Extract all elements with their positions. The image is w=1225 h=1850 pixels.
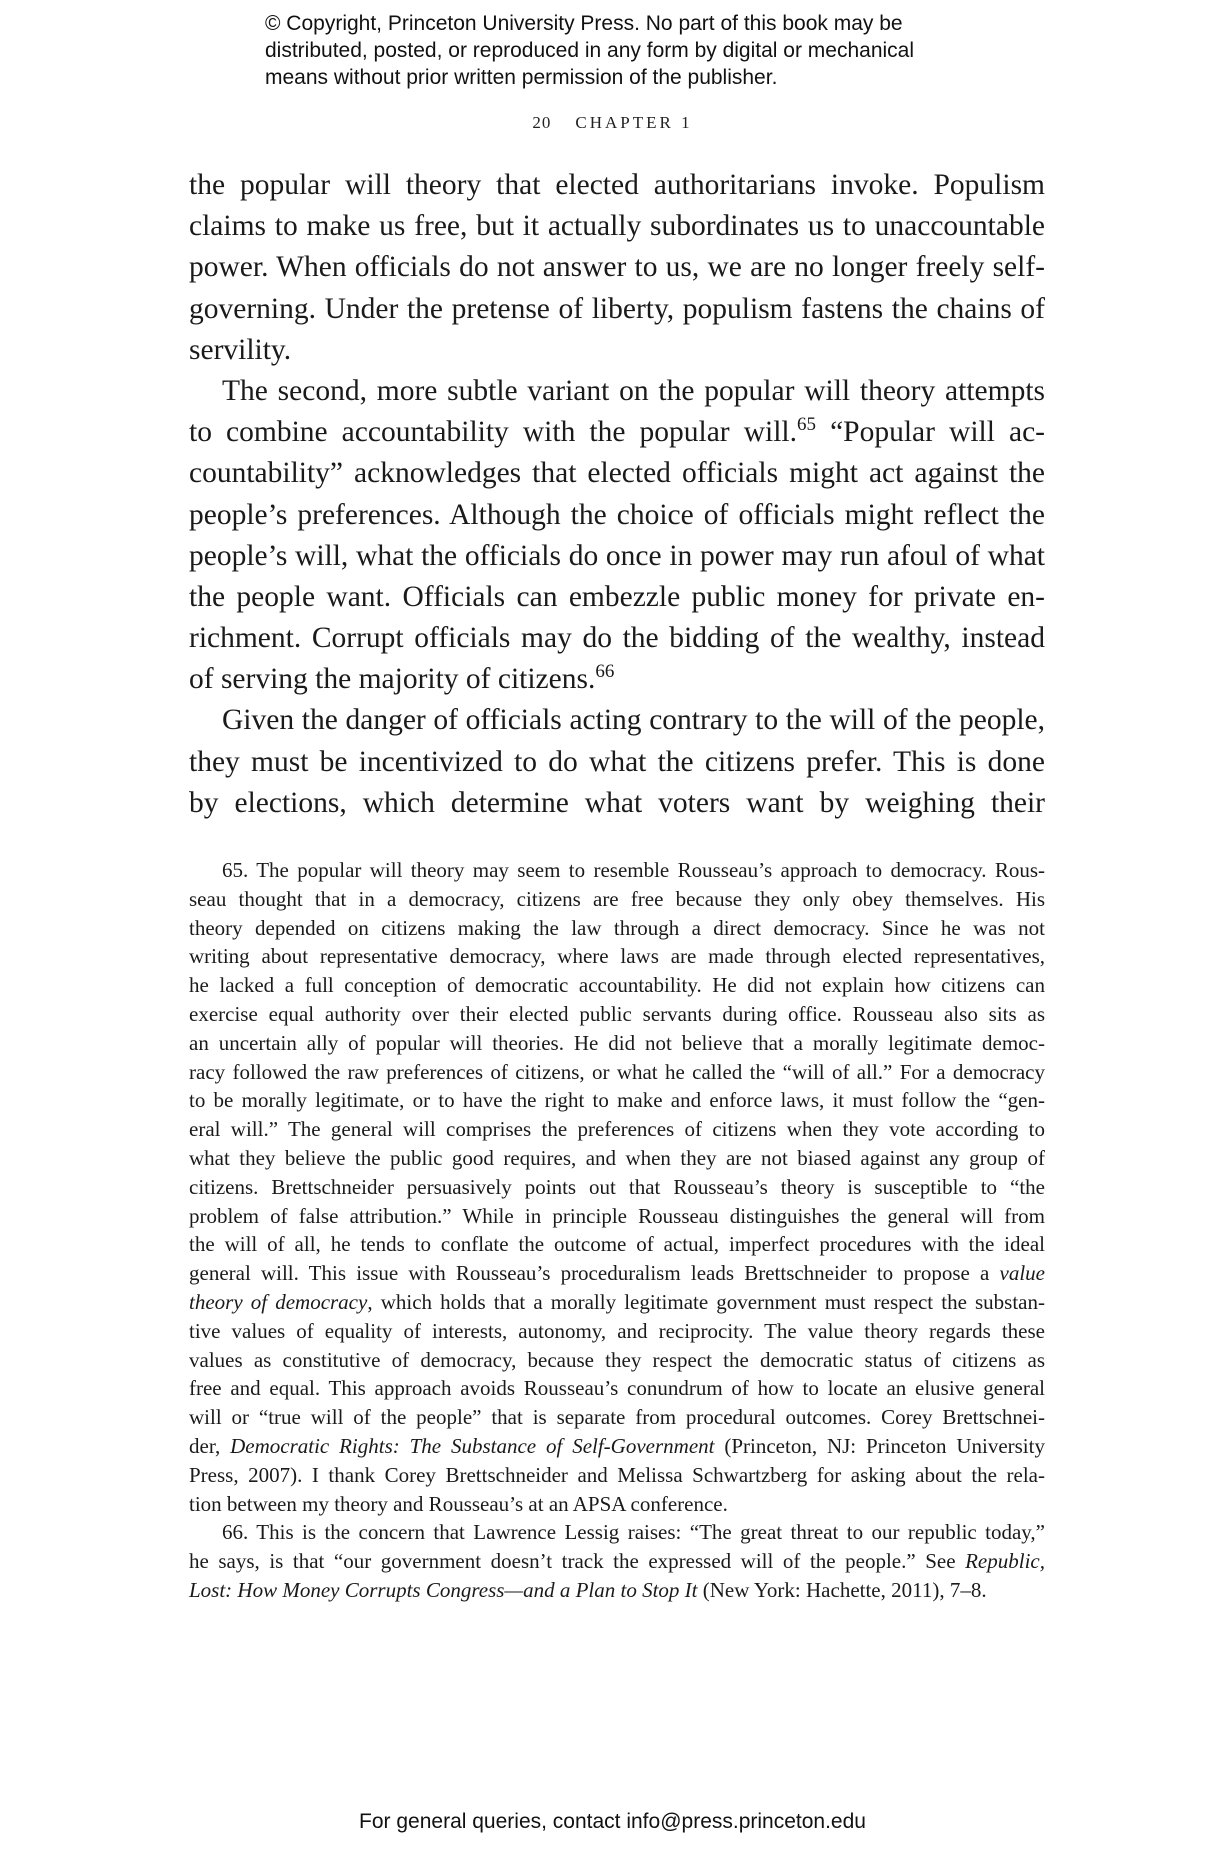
- text-fragment: he says, is that “our government doesn’t track the expressed will of the people.” See: [189, 1549, 966, 1574]
- text-line: Given the danger of officials acting contrary to the will of the people,: [222, 704, 1045, 737]
- footnote-line: tion between my theory and Rousseau’s at an APSA conference.: [189, 1491, 728, 1516]
- text-fragment: general will. This issue with Rousseau’s proceduralism leads Brettschneider to propose a: [189, 1261, 1000, 1286]
- text-line: [189, 659, 1045, 700]
- footnote-line: 65. The popular will theory may seem to resemble Rousseau’s approach to democracy. Rous-: [222, 858, 1045, 882]
- text-line: they must be incentivized to do what the citizens prefer. This is done: [189, 745, 1045, 778]
- copyright-notice: [265, 10, 1025, 91]
- footnote-line: eral will.” The general will comprises the preferences of citizens when they vote according to: [189, 1117, 1045, 1142]
- footnote-line: 66. This is the concern that Lawrence Lessig raises: “The great threat to our republic today,”: [222, 1520, 1045, 1545]
- text-fragment: (Princeton, NJ: Princeton University: [714, 1433, 1045, 1458]
- copyright-line: © Copyright, Princeton University Press. No part of this book may be: [265, 12, 903, 35]
- text-line: the people want. Officials can embezzle public money for private en-: [189, 580, 1045, 613]
- text-line: servility.: [189, 333, 292, 366]
- running-head: [0, 113, 1225, 133]
- text-line: governing. Under the pretense of liberty, populism fastens the chains of: [189, 292, 1045, 325]
- text-line: claims to make us free, but it actually subordinates us to unaccountable: [189, 210, 1045, 243]
- footnote-line: citizens. Brettschneider persuasively points out that Rousseau’s theory is susceptible to “the: [189, 1174, 1045, 1199]
- text-line: [189, 412, 1045, 453]
- footnote-line: [189, 1547, 1045, 1576]
- text-fragment: to combine accountability with the popular will.: [189, 416, 797, 449]
- text-line: The second, more subtle variant on the popular will theory attempts: [222, 374, 1045, 407]
- footnote-line: Press, 2007). I thank Corey Brettschneider and Melissa Schwartzberg for asking about the rela-: [189, 1462, 1045, 1487]
- footnote-line: an uncertain ally of popular will theories. He did not believe that a morally legitimate democ-: [189, 1030, 1045, 1055]
- text-fragment: der,: [189, 1433, 231, 1458]
- footnote-line: [189, 1259, 1045, 1288]
- footnote-line: values as constitutive of democracy, because they respect the democratic status of citizens as: [189, 1347, 1045, 1372]
- italic-title: value: [999, 1261, 1045, 1286]
- footnote-line: [189, 1432, 1045, 1461]
- text-line: by elections, which determine what voters want by weighing their: [189, 786, 1045, 819]
- footer-contact: For general queries, contact info@press.princeton.edu: [359, 1810, 866, 1833]
- italic-title: Democratic Rights: The Substance of Self-Government: [230, 1433, 715, 1458]
- italic-title: theory of democracy: [189, 1289, 368, 1314]
- text-fragment: (New York: Hachette, 2011), 7–8.: [697, 1577, 987, 1602]
- footnote-line: [189, 1576, 1045, 1605]
- text-line: countability” acknowledges that elected officials might act against the: [189, 457, 1045, 490]
- footnote-line: theory depended on citizens making the law through a direct democracy. Since he was not: [189, 915, 1045, 940]
- chapter-label: CHAPTER 1: [575, 113, 693, 132]
- footnote-line: [189, 1288, 1045, 1317]
- text-fragment: “Popular will ac-: [830, 416, 1046, 449]
- text-fragment: of serving the majority of citizens.: [189, 663, 596, 696]
- page-number: 20: [532, 113, 552, 132]
- footnote-line: exercise equal authority over their elected public servants during office. Rousseau also sits as: [189, 1001, 1045, 1026]
- footnote-line: tive values of equality of interests, autonomy, and reciprocity. The value theory regards these: [189, 1318, 1045, 1343]
- footnote-line: free and equal. This approach avoids Rousseau’s conundrum of how to locate an elusive general: [189, 1376, 1045, 1401]
- footnote-line: what they believe the public good requires, and when they are not biased against any group of: [189, 1145, 1045, 1170]
- footnote-line: the will of all, he tends to conflate the outcome of actual, imperfect procedures with the ideal: [189, 1232, 1045, 1257]
- italic-title: Republic,: [965, 1549, 1045, 1574]
- note-ref-66[interactable]: 66: [595, 661, 615, 683]
- footnotes: [189, 856, 1045, 1605]
- copyright-line: distributed, posted, or reproduced in any form by digital or mechanical: [265, 39, 915, 62]
- note-ref-65[interactable]: 65: [796, 414, 816, 436]
- text-line: the popular will theory that elected authoritarians invoke. Populism: [189, 169, 1045, 201]
- text-line: power. When officials do not answer to us, we are no longer freely self-: [189, 251, 1045, 284]
- copyright-line: means without prior written permission of the publisher.: [265, 66, 778, 89]
- footnote-line: problem of false attribution.” While in principle Rousseau distinguishes the general will from: [189, 1203, 1045, 1228]
- footnote-line: he lacked a full conception of democratic accountability. He did not explain how citizens can: [189, 973, 1045, 998]
- footnote-line: seau thought that in a democracy, citizens are free because they only obey themselves. His: [189, 886, 1045, 911]
- text-line: richment. Corrupt officials may do the bidding of the wealthy, instead: [189, 622, 1045, 655]
- text-line: people’s preferences. Although the choice of officials might reflect the: [189, 498, 1045, 531]
- italic-title: Lost: How Money Corrupts Congress—and a Plan to Stop It: [189, 1577, 698, 1602]
- footnote-line: will or “true will of the people” that is separate from procedural outcomes. Corey Brettschnei-: [189, 1405, 1045, 1430]
- text-fragment: , which holds that a morally legitimate government must respect the substan-: [367, 1289, 1045, 1314]
- text-line: people’s will, what the officials do once in power may run afoul of what: [189, 539, 1045, 572]
- footnote-line: to be morally legitimate, or to have the right to make and enforce laws, it must follow the “gen-: [189, 1088, 1045, 1113]
- footnote-line: writing about representative democracy, where laws are made through elected representatives,: [189, 944, 1045, 969]
- footnote-line: racy followed the raw preferences of citizens, or what he called the “will of all.” For a democracy: [189, 1059, 1045, 1084]
- main-text: [189, 165, 1045, 824]
